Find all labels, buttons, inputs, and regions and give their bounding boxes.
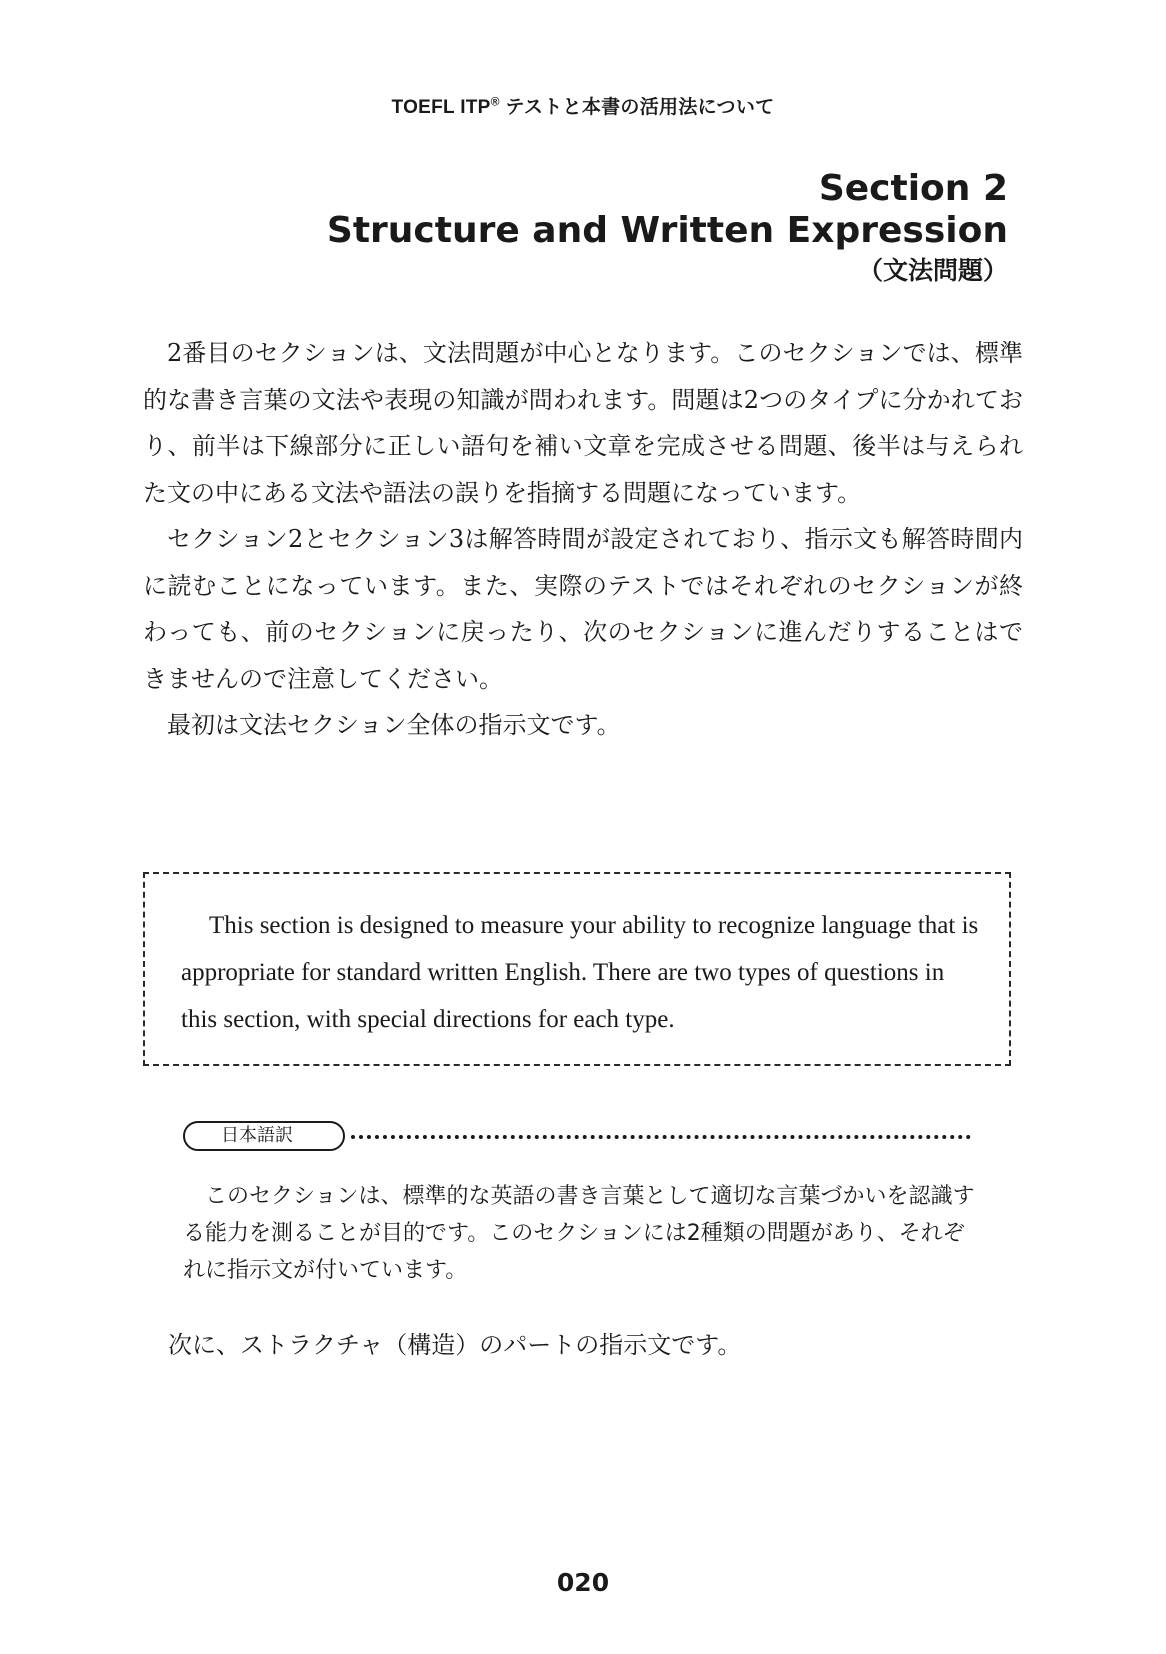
next-text: 次に、ストラクチャ（構造）のパートの指示文です。 xyxy=(168,1331,742,1359)
section-title xyxy=(327,168,1008,288)
section-number: Section 2 xyxy=(818,168,1008,209)
running-header-rest: テストと本書の活用法について xyxy=(499,97,775,118)
dotted-divider xyxy=(351,1135,971,1139)
section-subtitle: （文法問題） xyxy=(857,256,1008,285)
body-paragraph: 2番目のセクションは、文法問題が中心となります。このセクションでは、標準的な書き言葉の文法や表現の知識が問われます。問題は2つのタイプに分かれており、前半は下線部分に正しい語句を補い文章を完成させる問題、後半は与えられた文の中にある文法や語法の誤りを指摘する問題になっています。 xyxy=(143,339,1023,507)
translation-label: 日本語訳 xyxy=(183,1121,345,1151)
running-header xyxy=(0,92,1166,119)
running-header-main: TOEFL ITP xyxy=(391,97,491,118)
translation-block xyxy=(183,1178,983,1289)
body-text xyxy=(143,330,1023,749)
translation-text: このセクションは、標準的な英語の書き言葉として適切な言葉づかいを認識する能力を測ることが目的です。このセクションには2種類の問題があり、それぞれに指示文が付いています。 xyxy=(183,1184,975,1283)
section-name: Structure and Written Expression xyxy=(326,210,1008,251)
page-number: 020 xyxy=(556,1568,610,1597)
body-paragraph: 最初は文法セクション全体の指示文です。 xyxy=(167,711,621,739)
body-paragraph: セクション2とセクション3は解答時間が設定されており、指示文も解答時間内に読むことになっています。また、実際のテストではそれぞれのセクションが終わっても、前のセクションに戻ったり、次のセクションに進んだりすることはできませんので注意してください。 xyxy=(143,525,1023,693)
registered-mark: ® xyxy=(490,94,500,109)
directions-box xyxy=(143,872,1011,1066)
directions-text: This section is designed to measure your ability to recognize language that is appropriate for standard written English. There are two types of questions in this section, with special directions for each type. xyxy=(181,912,979,1033)
